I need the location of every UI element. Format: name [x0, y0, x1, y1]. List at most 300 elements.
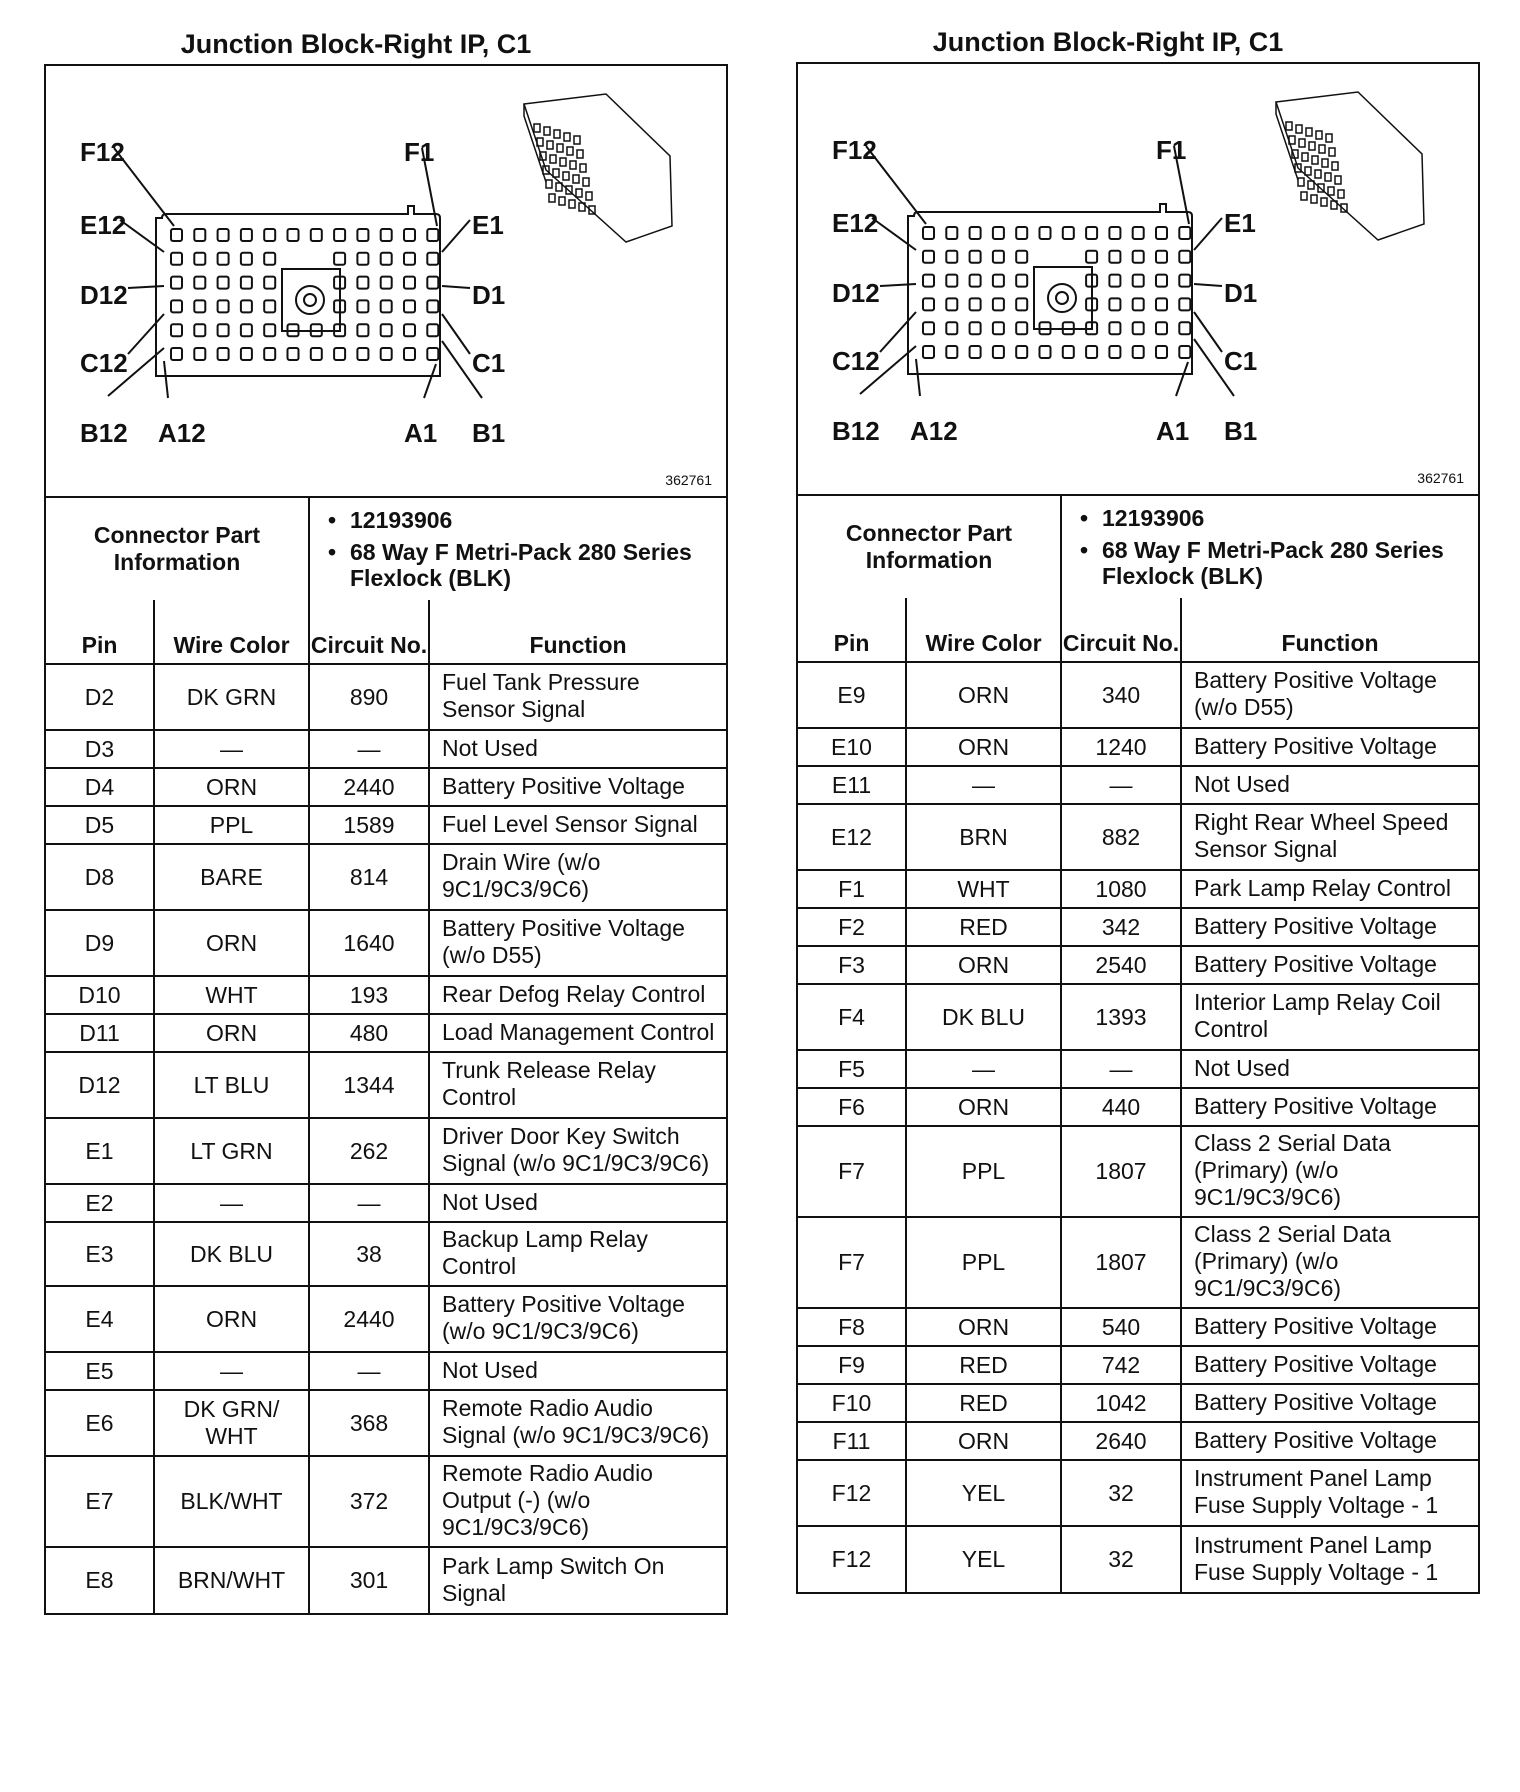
pin-label: C12 [80, 348, 128, 378]
pin-cell: F10 [798, 1384, 906, 1422]
function-cell: Not Used [429, 730, 726, 768]
pin-cavity [241, 348, 252, 360]
pin-cell: D4 [46, 768, 154, 806]
pin-cavity [1156, 251, 1167, 263]
connector-3d-cavity [1299, 139, 1305, 147]
pin-cavity [171, 324, 182, 336]
wire-color-cell: ORN [906, 1422, 1061, 1460]
wire-color-cell: ORN [154, 910, 309, 976]
pin-cavity [1156, 346, 1167, 358]
pin-cavity [171, 277, 182, 289]
pin-cavity [1086, 251, 1097, 263]
pin-cell: F12 [798, 1526, 906, 1592]
function-cell: Not Used [1181, 1050, 1478, 1088]
circuit-cell: 1042 [1061, 1384, 1181, 1422]
connector-3d-cavity [1332, 162, 1338, 170]
function-cell: Trunk Release Relay Control [429, 1052, 726, 1118]
leader-line [442, 220, 470, 252]
circuit-cell: 1393 [1061, 984, 1181, 1050]
leader-line [128, 286, 164, 288]
function-cell: Load Management Control [429, 1014, 726, 1052]
connector-3d-cavity [550, 155, 556, 163]
function-cell: Battery Positive Voltage [1181, 1346, 1478, 1384]
pin-cell: F1 [798, 870, 906, 908]
pinout-row [46, 976, 726, 1014]
connector-3d-cavity [1326, 134, 1332, 142]
function-header: Function [429, 600, 726, 664]
circuit-cell: 1640 [309, 910, 429, 976]
wire-color-cell: — [154, 1184, 309, 1222]
leader-line [880, 312, 916, 352]
function-cell: Drain Wire (w/o 9C1/9C3/9C6) [429, 844, 726, 910]
pin-cavity [311, 348, 322, 360]
pin-label: C1 [472, 348, 506, 378]
connector-info-label: Connector Part Information [46, 498, 309, 600]
wire-color-header: Wire Color [906, 598, 1061, 662]
pin-cavity [264, 253, 275, 265]
pin-cavity [1156, 227, 1167, 239]
wire-color-cell: PPL [906, 1217, 1061, 1308]
pin-cavity [218, 324, 229, 336]
connector-3d-cavity [580, 164, 586, 172]
pin-cavity [218, 300, 229, 312]
pin-label: D12 [832, 278, 880, 308]
pin-cell: D11 [46, 1014, 154, 1052]
pin-cavity [1016, 322, 1027, 334]
wire-color-cell: WHT [906, 870, 1061, 908]
function-cell: Not Used [429, 1184, 726, 1222]
part-number: • 12193906 [350, 507, 726, 533]
connector-3d-cavity [547, 141, 553, 149]
wire-color-cell: BLK/WHT [154, 1456, 309, 1547]
wire-color-cell: — [906, 1050, 1061, 1088]
wire-color-cell: LT BLU [154, 1052, 309, 1118]
connector-3d-cavity [1286, 122, 1292, 130]
wire-color-cell: ORN [906, 662, 1061, 728]
connector-3d-cavity [569, 200, 575, 208]
pin-cavity [194, 324, 205, 336]
pin-cavity [357, 253, 368, 265]
circuit-cell: 32 [1061, 1526, 1181, 1592]
pin-cavity [404, 300, 415, 312]
leader-line [872, 218, 916, 250]
function-cell: Battery Positive Voltage [429, 768, 726, 806]
leader-line [424, 364, 436, 398]
pin-cell: F7 [798, 1126, 906, 1217]
circuit-cell: 890 [309, 664, 429, 730]
pin-cavity [334, 229, 345, 241]
pin-label: B12 [80, 418, 128, 448]
pin-label: F1 [404, 137, 435, 167]
connector-body [908, 204, 1192, 374]
panel-frame [44, 64, 728, 1615]
pinout-row [46, 1184, 726, 1222]
wire-color-cell: ORN [906, 728, 1061, 766]
connector-3d-cavity [554, 130, 560, 138]
circuit-cell: 1344 [309, 1052, 429, 1118]
pinout-row [798, 984, 1478, 1050]
pin-cavity [381, 277, 392, 289]
pinout-row [798, 946, 1478, 984]
function-cell: Backup Lamp Relay Control [429, 1222, 726, 1286]
circuit-cell: 1240 [1061, 728, 1181, 766]
connector-3d-cavity [574, 136, 580, 144]
wire-color-cell: DK GRN/ WHT [154, 1390, 309, 1456]
diagram-number: 362761 [665, 472, 712, 488]
pin-cavity [993, 346, 1004, 358]
wire-color-cell: BARE [154, 844, 309, 910]
connector-3d-cavity [583, 178, 589, 186]
connector-3d-cavity [1322, 159, 1328, 167]
pin-cell: D8 [46, 844, 154, 910]
pin-cavity [404, 253, 415, 265]
wire-color-cell: ORN [906, 946, 1061, 984]
pin-cavity [923, 322, 934, 334]
pin-cavity [404, 324, 415, 336]
circuit-cell: 368 [309, 1390, 429, 1456]
pinout-row [46, 1352, 726, 1390]
pin-cavity [970, 322, 981, 334]
pin-cavity [194, 229, 205, 241]
pin-cavity [1179, 346, 1190, 358]
pin-cavity [1086, 227, 1097, 239]
pinout-row [46, 910, 726, 976]
wire-color-cell: RED [906, 1384, 1061, 1422]
leader-line [442, 286, 470, 288]
circuit-cell: 540 [1061, 1308, 1181, 1346]
hub-ring [1048, 284, 1076, 312]
pin-cavity [357, 277, 368, 289]
leader-line [120, 220, 164, 252]
circuit-cell: 262 [309, 1118, 429, 1184]
pin-label: D1 [1224, 278, 1258, 308]
circuit-cell: 1589 [309, 806, 429, 844]
pin-cell: D9 [46, 910, 154, 976]
pin-cavity [194, 348, 205, 360]
circuit-cell: 340 [1061, 662, 1181, 728]
pin-label: A12 [158, 418, 206, 448]
pin-cavity [1179, 322, 1190, 334]
pin-cavity [427, 277, 438, 289]
pin-label: F1 [1156, 135, 1187, 165]
leader-line [880, 284, 916, 286]
connector-3d-cavity [1301, 192, 1307, 200]
pin-cavity [218, 348, 229, 360]
connector-3d-cavity [1335, 176, 1341, 184]
part-number: • 12193906 [1102, 505, 1478, 531]
function-cell: Fuel Level Sensor Signal [429, 806, 726, 844]
circuit-cell: 2640 [1061, 1422, 1181, 1460]
pin-cavity [946, 346, 957, 358]
pin-cavity [1179, 227, 1190, 239]
pin-cavity [1109, 275, 1120, 287]
pinout-row [46, 1286, 726, 1352]
pin-cavity [427, 229, 438, 241]
circuit-cell: — [309, 730, 429, 768]
pin-cavity [218, 253, 229, 265]
pin-cavity [970, 298, 981, 310]
pin-cavity [1179, 298, 1190, 310]
pin-label: F12 [80, 137, 125, 167]
pin-cavity [923, 346, 934, 358]
pin-cavity [404, 229, 415, 241]
pin-cavity [1063, 227, 1074, 239]
connector-3d-cavity [576, 189, 582, 197]
circuit-cell: — [309, 1184, 429, 1222]
pin-cavity [1016, 251, 1027, 263]
function-cell: Battery Positive Voltage [1181, 1384, 1478, 1422]
pin-cavity [1040, 346, 1051, 358]
pin-cell: E8 [46, 1547, 154, 1613]
pin-cavity [923, 275, 934, 287]
connector-info-table [798, 496, 1478, 598]
pin-label: E12 [80, 210, 127, 240]
pin-cavity [264, 229, 275, 241]
function-cell: Interior Lamp Relay Coil Control [1181, 984, 1478, 1050]
function-cell: Battery Positive Voltage [1181, 946, 1478, 984]
function-cell: Not Used [429, 1352, 726, 1390]
connector-3d-sketch [1276, 92, 1424, 240]
connector-3d-outline [524, 94, 672, 242]
connector-3d-outline [1276, 92, 1424, 240]
connector-3d-cavity [1329, 148, 1335, 156]
connector-info-values [1061, 496, 1478, 598]
pin-cavity [923, 298, 934, 310]
wire-color-cell: YEL [906, 1526, 1061, 1592]
circuit-cell: — [309, 1352, 429, 1390]
pin-cell: D2 [46, 664, 154, 730]
function-cell: Battery Positive Voltage (w/o 9C1/9C3/9C6) [429, 1286, 726, 1352]
circuit-cell: 440 [1061, 1088, 1181, 1126]
pin-cavity [357, 229, 368, 241]
pinout-row [46, 1052, 726, 1118]
pinout-row [46, 1390, 726, 1456]
circuit-cell: 372 [309, 1456, 429, 1547]
circuit-cell: 1807 [1061, 1126, 1181, 1217]
connector-3d-cavity [546, 180, 552, 188]
pin-cell: D3 [46, 730, 154, 768]
connector-3d-cavity [1338, 190, 1344, 198]
connector-3d-cavity [549, 194, 555, 202]
wire-color-cell: ORN [906, 1308, 1061, 1346]
left-panel [44, 24, 728, 1615]
pin-cavity [404, 348, 415, 360]
pin-label: B1 [472, 418, 506, 448]
pinout-row [798, 908, 1478, 946]
circuit-cell: 1807 [1061, 1217, 1181, 1308]
function-cell: Park Lamp Relay Control [1181, 870, 1478, 908]
pin-cavity [946, 275, 957, 287]
pin-label: A12 [910, 416, 958, 446]
pin-cavity [993, 298, 1004, 310]
pinout-row [798, 1126, 1478, 1217]
function-cell: Not Used [1181, 766, 1478, 804]
panel-frame [796, 62, 1480, 1594]
diagram-number: 362761 [1417, 470, 1464, 486]
connector-3d-sketch [524, 94, 672, 242]
pinout-row [798, 1526, 1478, 1592]
function-cell: Class 2 Serial Data (Primary) (w/o 9C1/9C3/9C6) [1181, 1217, 1478, 1308]
connector-3d-cavity [1325, 173, 1331, 181]
pin-cavity [427, 253, 438, 265]
pin-cell: E1 [46, 1118, 154, 1184]
wire-color-cell: DK BLU [154, 1222, 309, 1286]
pin-cavity [1109, 346, 1120, 358]
pin-cavity [946, 251, 957, 263]
pin-cavity [1133, 275, 1144, 287]
connector-3d-cavity [1306, 128, 1312, 136]
function-cell: Remote Radio Audio Output (-) (w/o 9C1/9C3/9C6) [429, 1456, 726, 1547]
function-cell: Instrument Panel Lamp Fuse Supply Voltage - 1 [1181, 1460, 1478, 1526]
pin-cavity [171, 229, 182, 241]
wire-color-cell: BRN [906, 804, 1061, 870]
connector-3d-cavity [560, 158, 566, 166]
pin-cavity [427, 324, 438, 336]
circuit-cell: 38 [309, 1222, 429, 1286]
pin-cavity [946, 298, 957, 310]
pin-label: C1 [1224, 346, 1258, 376]
connector-3d-cavity [577, 150, 583, 158]
pin-cavity [334, 253, 345, 265]
pin-cavity [993, 322, 1004, 334]
hub-center [304, 294, 316, 306]
pin-cell: F9 [798, 1346, 906, 1384]
pin-label: B1 [1224, 416, 1258, 446]
wire-color-cell: PPL [906, 1126, 1061, 1217]
connector-3d-cavity [1319, 145, 1325, 153]
connector-3d-cavity [1298, 178, 1304, 186]
pin-cavity [1179, 275, 1190, 287]
pin-cavity [1086, 346, 1097, 358]
connector-3d-cavity [563, 172, 569, 180]
pin-cavity [993, 227, 1004, 239]
wire-color-cell: DK GRN [154, 664, 309, 730]
function-header: Function [1181, 598, 1478, 662]
pinout-row [46, 1222, 726, 1286]
pinout-row [46, 1456, 726, 1547]
pin-label: E1 [472, 210, 504, 240]
pin-label: A1 [1156, 416, 1190, 446]
pin-label: E12 [832, 208, 879, 238]
wire-color-cell: DK BLU [906, 984, 1061, 1050]
pinout-row [46, 768, 726, 806]
connector-3d-cavity [1321, 198, 1327, 206]
wire-color-cell: ORN [906, 1088, 1061, 1126]
pinout-row [46, 664, 726, 730]
panel-title: Junction Block-Right IP, C1 [180, 29, 532, 59]
wire-color-cell: ORN [154, 1286, 309, 1352]
circuit-cell: 2540 [1061, 946, 1181, 984]
pin-label: D1 [472, 280, 506, 310]
pin-cavity [427, 300, 438, 312]
connector-face-drawing [798, 64, 1478, 494]
connector-3d-cavity [564, 133, 570, 141]
function-cell: Instrument Panel Lamp Fuse Supply Voltage - 1 [1181, 1526, 1478, 1592]
function-cell: Battery Positive Voltage [1181, 1308, 1478, 1346]
pin-cavity [923, 227, 934, 239]
pin-cell: E4 [46, 1286, 154, 1352]
pin-cavity [1016, 227, 1027, 239]
pin-cavity [218, 277, 229, 289]
pin-cavity [1133, 346, 1144, 358]
pin-cell: F5 [798, 1050, 906, 1088]
connector-description: • 68 Way F Metri-Pack 280 Series Flexlock (BLK) [350, 539, 726, 591]
pin-label: B12 [832, 416, 880, 446]
wire-color-cell: — [154, 730, 309, 768]
pin-cavity [1109, 251, 1120, 263]
pin-cavity [171, 348, 182, 360]
wire-color-header: Wire Color [154, 600, 309, 664]
circuit-cell: 342 [1061, 908, 1181, 946]
circuit-cell: 2440 [309, 1286, 429, 1352]
pinout-row [798, 728, 1478, 766]
function-cell: Driver Door Key Switch Signal (w/o 9C1/9C3/9C6) [429, 1118, 726, 1184]
circuit-cell: — [1061, 1050, 1181, 1088]
pinout-row [798, 1088, 1478, 1126]
pinout-row [798, 1384, 1478, 1422]
circuit-cell: 742 [1061, 1346, 1181, 1384]
connector-3d-cavity [586, 192, 592, 200]
connector-info-table [46, 498, 726, 600]
leader-line [1194, 218, 1222, 250]
pin-cavity [1040, 227, 1051, 239]
pin-cavity [1133, 251, 1144, 263]
function-cell: Right Rear Wheel Speed Sensor Signal [1181, 804, 1478, 870]
circuit-cell: 480 [309, 1014, 429, 1052]
pin-cavity [241, 277, 252, 289]
pin-cell: E7 [46, 1456, 154, 1547]
wire-color-cell: — [154, 1352, 309, 1390]
pin-cavity [946, 322, 957, 334]
connector-description: • 68 Way F Metri-Pack 280 Series Flexlock (BLK) [1102, 537, 1478, 589]
pin-cavity [334, 348, 345, 360]
pin-cavity [357, 348, 368, 360]
connector-3d-cavity [1328, 187, 1334, 195]
connector-3d-cavity [570, 161, 576, 169]
connector-3d-cavity [553, 169, 559, 177]
pin-header: Pin [798, 598, 906, 662]
connector-3d-cavity [1315, 170, 1321, 178]
function-cell: Fuel Tank Pressure Sensor Signal [429, 664, 726, 730]
pin-cavity [970, 251, 981, 263]
pin-cavity [194, 300, 205, 312]
pin-cavity [993, 251, 1004, 263]
pin-cavity [381, 324, 392, 336]
connector-3d-cavity [1316, 131, 1322, 139]
pin-cavity [1156, 322, 1167, 334]
pin-cavity [1133, 227, 1144, 239]
connector-face-drawing [46, 66, 726, 496]
connector-info-label: Connector Part Information [798, 496, 1061, 598]
leader-line [164, 361, 168, 398]
circuit-cell: 814 [309, 844, 429, 910]
pinout-header-row [46, 600, 726, 664]
hub-center [1056, 292, 1068, 304]
pin-cell: F8 [798, 1308, 906, 1346]
connector-3d-cavity [573, 175, 579, 183]
pin-cell: F4 [798, 984, 906, 1050]
wire-color-cell: ORN [154, 1014, 309, 1052]
pin-cavity [241, 229, 252, 241]
pin-cell: F3 [798, 946, 906, 984]
pinout-row [798, 1346, 1478, 1384]
pin-cavity [311, 229, 322, 241]
pin-cavity [1156, 298, 1167, 310]
connector-3d-cavity [557, 144, 563, 152]
circuit-cell: 1080 [1061, 870, 1181, 908]
pin-cavity [264, 348, 275, 360]
circuit-cell: 193 [309, 976, 429, 1014]
